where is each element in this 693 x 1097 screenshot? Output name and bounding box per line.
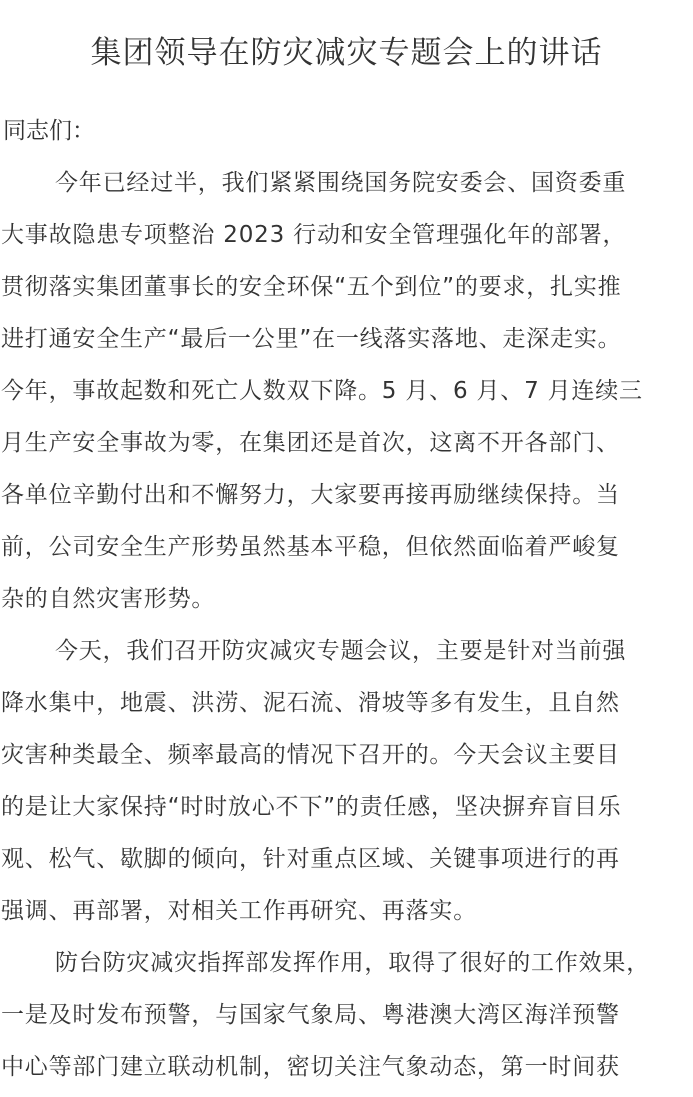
text-line: 强调、再部署，对相关工作再研究、再落实。 <box>1 898 477 924</box>
document-title: 集团领导在防灾减灾专题会上的讲话 <box>90 35 603 71</box>
text-line: 观、松气、歇脚的倾向，针对重点区域、关键事项进行的再 <box>1 846 620 872</box>
text-line: 今年已经过半，我们紧紧围绕国务院安委会、国资委重 <box>55 170 627 196</box>
text-line: 前，公司安全生产形势虽然基本平稳，但依然面临着严峻复 <box>1 534 620 560</box>
text-line: 降水集中，地震、洪涝、泥石流、滑坡等多有发生，且自然 <box>1 690 620 716</box>
text-line: 进打通安全生产“最后一公里”在一线落实落地、走深走实。 <box>1 326 622 352</box>
text-line: 防台防灾减灾指挥部发挥作用，取得了很好的工作效果， <box>55 950 650 976</box>
text-line: 今年，事故起数和死亡人数双下降。5 月、6 月、7 月连续三 <box>1 378 643 404</box>
text-line: 一是及时发布预警，与国家气象局、粤港澳大湾区海洋预警 <box>1 1002 620 1028</box>
text-line: 今天，我们召开防灾减灾专题会议，主要是针对当前强 <box>55 638 627 664</box>
text-line: 的是让大家保持“时时放心不下”的责任感，坚决摒弃盲目乐 <box>1 794 622 820</box>
greeting: 同志们： <box>3 118 95 144</box>
text-line: 灾害种类最全、频率最高的情况下召开的。今天会议主要目 <box>1 742 620 768</box>
text-line: 各单位辛勤付出和不懈努力，大家要再接再励继续保持。当 <box>1 482 620 508</box>
text-line: 杂的自然灾害形势。 <box>1 586 216 612</box>
text-line: 贯彻落实集团董事长的安全环保“五个到位”的要求，扎实推 <box>1 274 622 300</box>
text-line: 月生产安全事故为零，在集团还是首次，这离不开各部门、 <box>1 430 620 456</box>
text-line: 中心等部门建立联动机制，密切关注气象动态，第一时间获 <box>1 1054 620 1080</box>
text-line: 大事故隐患专项整治 2023 行动和安全管理强化年的部署， <box>1 222 627 248</box>
